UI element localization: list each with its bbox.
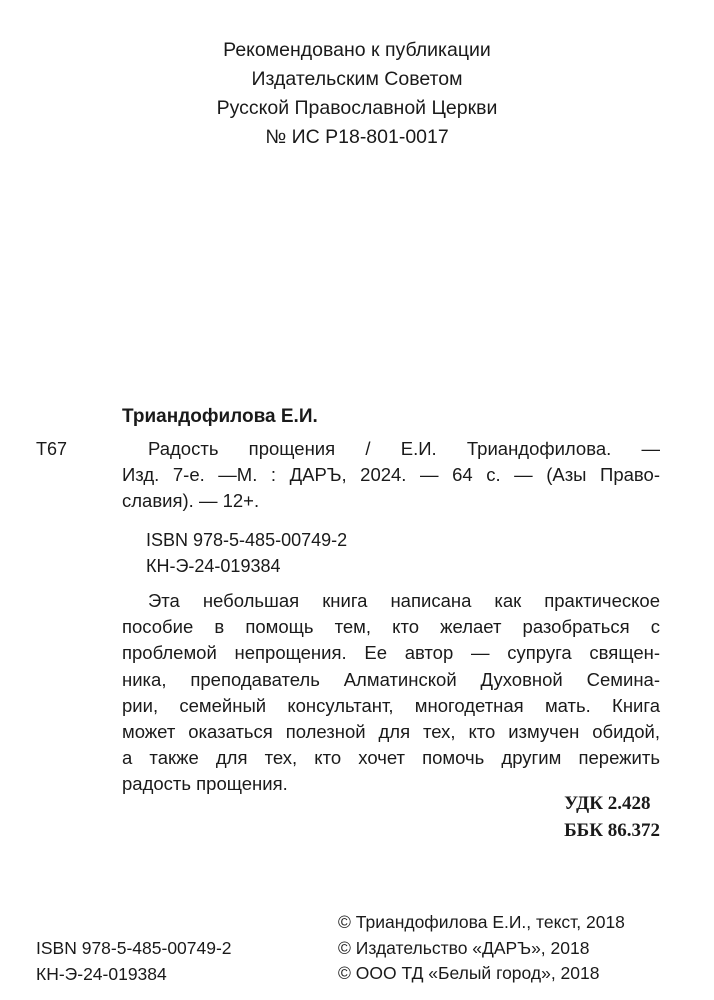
description-line: Изд. 7-е. —М. : ДАРЪ, 2024. — 64 с. — (Азы Право- <box>122 464 660 485</box>
approval-line: Рекомендовано к публикации <box>223 39 491 61</box>
approval-line: Издательским Советом <box>251 68 463 90</box>
udk-code: УДК 2.428 <box>564 793 651 814</box>
classification-codes <box>564 790 660 844</box>
bibliographic-description <box>122 436 660 514</box>
footer-kn: КН-Э-24-019384 <box>36 963 167 984</box>
bbk-code: ББК 86.372 <box>564 820 660 841</box>
annotation-line: может оказаться полезной для тех, кто измучен обидой, <box>122 721 660 743</box>
annotation-line: пособие в помощь тем, кто желает разобраться с <box>122 616 660 638</box>
annotation <box>122 588 660 798</box>
approval-line: Русской Православной Церкви <box>216 97 498 119</box>
copyright-line: © Издательство «ДАРЪ», 2018 <box>338 937 590 958</box>
annotation-line: ника, преподаватель Алматинской Духовной Семина- <box>122 668 660 690</box>
publication-approval <box>0 36 714 152</box>
footer-isbn: ISBN 978-5-485-00749-2 <box>36 938 232 958</box>
annotation-line: проблемой непрощения. Ее автор — супруга священ- <box>122 642 660 664</box>
description-line: славия). — 12+. <box>122 490 260 511</box>
author-heading: Триандофилова Е.И. <box>122 406 318 427</box>
isbn-block <box>146 527 347 579</box>
annotation-line: рии, семейный консультант, многодетная мать. Книга <box>122 694 660 716</box>
annotation-line: радость прощения. <box>122 773 288 795</box>
description-line: Радость прощения / Е.И. Триандофилова. — <box>148 438 660 459</box>
copyright-block <box>338 910 625 987</box>
isbn-number: ISBN 978-5-485-00749-2 <box>146 530 348 550</box>
annotation-line: Эта небольшая книга написана как практическое <box>148 590 660 611</box>
kn-number: КН-Э-24-019384 <box>146 556 281 576</box>
approval-number: № ИС Р18-801-0017 <box>265 126 449 148</box>
annotation-line: а также для тех, кто хочет помочь другим пережить <box>122 747 660 769</box>
copyright-line: © Триандофилова Е.И., текст, 2018 <box>338 912 625 932</box>
copyright-line: © ООО ТД «Белый город», 2018 <box>338 963 600 983</box>
footer-identifiers <box>36 936 232 987</box>
author-mark: Т67 <box>36 439 68 459</box>
